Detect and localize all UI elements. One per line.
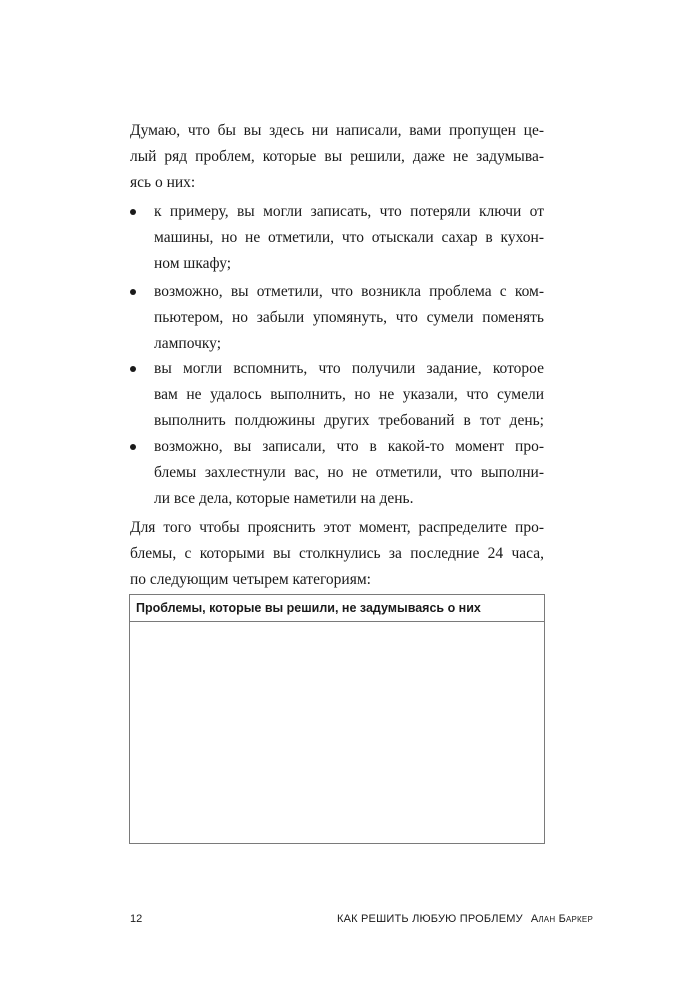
list-item-line: возможно, вы отметили, что возникла проблема с ком- [154,283,544,300]
page-number: 12 [130,913,143,925]
list-item-line: возможно, вы записали, что в какой-то момент про- [154,438,544,455]
list-item-line: к примеру, вы могли записать, что потеряли ключи от [154,203,544,220]
bullet-icon [130,444,136,450]
book-title: КАК РЕШИТЬ ЛЮБУЮ ПРОБЛЕМУ [337,913,523,925]
bullet-icon [130,209,136,215]
list-item-line: вам не удалось выполнить, но не указали, что сумели [154,386,544,403]
bullet-icon [130,366,136,372]
intro-line: лый ряд проблем, которые вы решили, даже не задумыва- [130,148,544,165]
outro-paragraph [130,515,544,593]
bullet-icon [130,289,136,295]
worksheet-writing-area[interactable] [130,622,544,843]
intro-line: Думаю, что бы вы здесь ни написали, вами пропущен це- [130,122,544,139]
outro-line: по следующим четырем категориям: [130,571,371,588]
list-item-line: вы могли вспомнить, что получили задание, которое [154,360,544,377]
intro-line: ясь о них: [130,174,196,191]
list-item-line: ли все дела, которые наметили на день. [154,490,414,507]
list-item-line: ном шкафу; [154,255,232,272]
worksheet-box [129,594,545,844]
list-item-line: машины, но не отметили, что отыскали сахар в кухон- [154,229,544,246]
outro-line: Для того чтобы прояснить этот момент, распределите про- [130,519,544,536]
running-footer [337,913,593,925]
author-name: Алан Баркер [530,913,593,925]
outro-line: блемы, с которыми вы столкнулись за последние 24 часа, [130,545,544,562]
list-item-line: блемы захлестнули вас, но не отметили, что выполни- [154,464,544,481]
list-item-line: лампочку; [154,335,222,352]
list-item-line: пьютером, но забыли упомянуть, что сумели поменять [154,309,544,326]
worksheet-header: Проблемы, которые вы решили, не задумываясь о них [130,595,544,622]
intro-paragraph [130,118,544,196]
list-item-line: выполнить полдюжины других требований в тот день; [154,412,544,429]
